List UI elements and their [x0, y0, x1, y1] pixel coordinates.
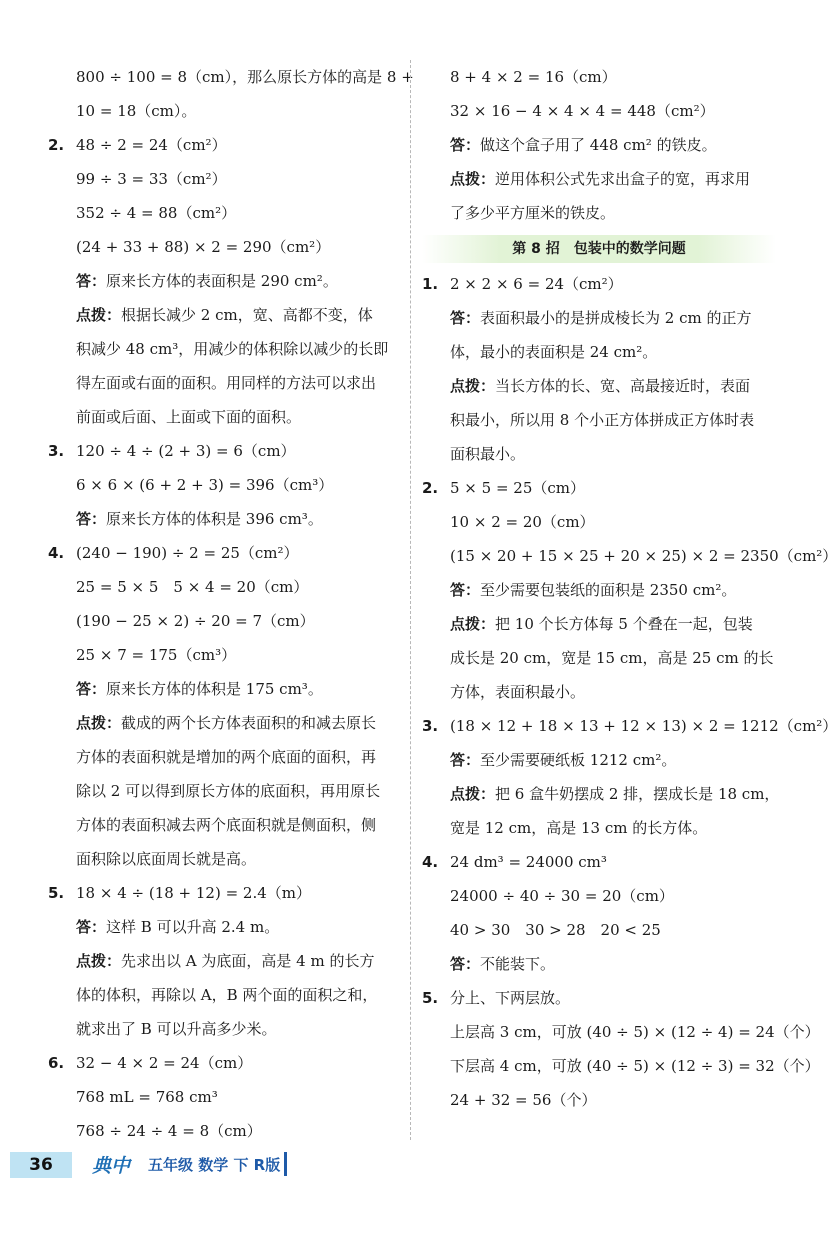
- page-number: 36: [10, 1152, 72, 1178]
- label-keyword: 点拨：: [450, 785, 496, 803]
- question-number: 6.: [48, 1054, 65, 1072]
- line-text: 把 6 盒牛奶摆成 2 排，摆成长是 18 cm，: [495, 785, 780, 803]
- line-text: 了多少平方厘米的铁皮。: [450, 204, 616, 222]
- line-text: 原来长方体的体积是 175 cm³。: [106, 680, 323, 698]
- text-line: [48, 638, 396, 672]
- line-text: 做这个盒子用了 448 cm² 的铁皮。: [480, 136, 717, 154]
- hint-line: [48, 706, 396, 740]
- text-line: [422, 641, 776, 675]
- line-text: 原来长方体的体积是 396 cm³。: [106, 510, 323, 528]
- text-line: [422, 1015, 820, 1049]
- text-line: [422, 267, 776, 301]
- line-text: 分上、下两层放。: [450, 989, 571, 1007]
- text-line: [48, 60, 414, 94]
- line-text: 得左面或右面的面积。用同样的方法可以求出: [76, 374, 377, 392]
- line-text: 48 ÷ 2 = 24（cm²）: [76, 136, 227, 154]
- line-text: 768 ÷ 24 ÷ 4 = 8（cm）: [76, 1122, 262, 1140]
- line-text: 下层高 4 cm，可放 (40 ÷ 5) × (12 ÷ 3) = 32（个）: [450, 1057, 820, 1075]
- line-text: 768 mL = 768 cm³: [76, 1088, 218, 1106]
- line-text: 32 × 16 − 4 × 4 × 4 = 448（cm²）: [450, 102, 715, 120]
- question-number: 4.: [422, 853, 439, 871]
- line-text: 面积除以底面周长就是高。: [76, 850, 257, 868]
- text-line: [48, 570, 396, 604]
- answer-line: [422, 573, 776, 607]
- text-line: [422, 913, 776, 947]
- label-keyword: 答：: [76, 272, 107, 290]
- text-line: [422, 437, 776, 471]
- line-text: 24 + 32 = 56（个）: [450, 1091, 597, 1109]
- text-line: [422, 471, 776, 505]
- text-line: [48, 1012, 396, 1046]
- text-line: [48, 1114, 396, 1148]
- text-line: [48, 400, 396, 434]
- text-line: [48, 876, 396, 910]
- line-text: 体的体积，再除以 A，B 两个面的面积之和，: [76, 986, 378, 1004]
- line-text: 2 × 2 × 6 = 24（cm²）: [450, 275, 623, 293]
- column-divider: [410, 60, 411, 1140]
- line-text: 体，最小的表面积是 24 cm²。: [450, 343, 658, 361]
- question-number: 5.: [422, 989, 439, 1007]
- line-text: 面积最小。: [450, 445, 526, 463]
- hint-line: [48, 298, 396, 332]
- text-line: [48, 774, 396, 808]
- line-text: 40 > 30 30 > 28 20 < 25: [450, 921, 661, 939]
- line-text: 方体，表面积最小。: [450, 683, 586, 701]
- line-text: 32 − 4 × 2 = 24（cm）: [76, 1054, 253, 1072]
- line-text: 把 10 个长方体每 5 个叠在一起，包装: [495, 615, 753, 633]
- label-keyword: 点拨：: [450, 170, 496, 188]
- right-top-block: [422, 60, 776, 230]
- question-number: 4.: [48, 544, 65, 562]
- label-keyword: 点拨：: [450, 377, 496, 395]
- question-number: 3.: [422, 717, 439, 735]
- line-text: 前面或后面、上面或下面的面积。: [76, 408, 302, 426]
- line-text: 逆用体积公式先求出盒子的宽，再求用: [495, 170, 751, 188]
- line-text: 24000 ÷ 40 ÷ 30 = 20（cm）: [450, 887, 674, 905]
- line-text: 不能装下。: [480, 955, 556, 973]
- label-keyword: 点拨：: [450, 615, 496, 633]
- label-keyword: 答：: [76, 510, 107, 528]
- label-keyword: 点拨：: [76, 306, 122, 324]
- text-line: [48, 128, 396, 162]
- hint-line: [422, 369, 776, 403]
- left-column: [48, 60, 414, 1148]
- hint-line: [422, 607, 776, 641]
- footer-bar: [284, 1152, 287, 1176]
- right-column: [422, 60, 837, 1117]
- label-keyword: 答：: [450, 581, 481, 599]
- line-text: 10 × 2 = 20（cm）: [450, 513, 595, 531]
- answer-line: [48, 672, 396, 706]
- line-text: 至少需要硬纸板 1212 cm²。: [480, 751, 677, 769]
- text-line: [48, 468, 396, 502]
- hint-line: [422, 777, 780, 811]
- line-text: 8 + 4 × 2 = 16（cm）: [450, 68, 617, 86]
- text-line: [48, 230, 396, 264]
- question-number: 5.: [48, 884, 65, 902]
- text-line: [422, 94, 776, 128]
- text-line: [422, 845, 776, 879]
- text-line: [422, 879, 776, 913]
- line-text: 当长方体的长、宽、高最接近时，表面: [495, 377, 751, 395]
- text-line: [48, 366, 396, 400]
- text-line: [48, 434, 396, 468]
- text-line: [48, 332, 396, 366]
- answer-line: [422, 947, 776, 981]
- text-line: [422, 1049, 820, 1083]
- label-keyword: 答：: [450, 751, 481, 769]
- text-line: [422, 196, 776, 230]
- text-line: [422, 1083, 776, 1117]
- label-keyword: 答：: [450, 955, 481, 973]
- line-text: 25 × 7 = 175（cm³）: [76, 646, 237, 664]
- answer-line: [48, 264, 396, 298]
- text-line: [422, 709, 837, 743]
- line-text: 99 ÷ 3 = 33（cm²）: [76, 170, 227, 188]
- line-text: 方体的表面积就是增加的两个底面的面积，再: [76, 748, 377, 766]
- book-title: 五年级 数学 下 R版: [148, 1156, 281, 1174]
- label-keyword: 点拨：: [76, 714, 122, 732]
- text-line: [48, 536, 396, 570]
- section-title: 第 8 招 包装中的数学问题: [422, 235, 776, 263]
- text-line: [422, 403, 776, 437]
- line-text: 成长是 20 cm，宽是 15 cm，高是 25 cm 的长: [450, 649, 774, 667]
- label-keyword: 答：: [76, 680, 107, 698]
- line-text: 截成的两个长方体表面积的和减去原长: [121, 714, 377, 732]
- answer-line: [422, 743, 776, 777]
- line-text: 积最小，所以用 8 个小正方体拼成正方体时表: [450, 411, 755, 429]
- line-text: 宽是 12 cm，高是 13 cm 的长方体。: [450, 819, 708, 837]
- label-keyword: 答：: [450, 309, 481, 327]
- line-text: 除以 2 可以得到原长方体的底面积，再用原长: [76, 782, 381, 800]
- line-text: 24 dm³ = 24000 cm³: [450, 853, 607, 871]
- line-text: 就求出了 B 可以升高多少米。: [76, 1020, 277, 1038]
- text-line: [422, 505, 776, 539]
- line-text: 方体的表面积减去两个底面积就是侧面积，侧: [76, 816, 377, 834]
- answer-line: [48, 502, 396, 536]
- question-number: 1.: [422, 275, 439, 293]
- hint-line: [48, 944, 396, 978]
- text-line: [48, 842, 396, 876]
- line-text: (190 − 25 × 2) ÷ 20 = 7（cm）: [76, 612, 315, 630]
- answer-line: [48, 910, 396, 944]
- line-text: 先求出以 A 为底面，高是 4 m 的长方: [121, 952, 375, 970]
- line-text: 10 = 18（cm）。: [76, 102, 197, 120]
- text-line: [48, 740, 396, 774]
- line-text: (24 + 33 + 88) × 2 = 290（cm²）: [76, 238, 331, 256]
- label-keyword: 答：: [450, 136, 481, 154]
- line-text: 积减少 48 cm³，用减少的体积除以减少的长即: [76, 340, 389, 358]
- text-line: [422, 539, 837, 573]
- text-line: [48, 162, 396, 196]
- line-text: 120 ÷ 4 ÷ (2 + 3) = 6（cm）: [76, 442, 296, 460]
- text-line: [48, 1080, 396, 1114]
- line-text: (18 × 12 + 18 × 13 + 12 × 13) × 2 = 1212（cm²）: [450, 717, 837, 735]
- line-text: 表面积最小的是拼成棱长为 2 cm 的正方: [480, 309, 752, 327]
- line-text: 原来长方体的表面积是 290 cm²。: [106, 272, 338, 290]
- text-line: [48, 94, 396, 128]
- page-footer: [0, 1148, 800, 1184]
- hint-line: [422, 162, 776, 196]
- line-text: 25 = 5 × 5 5 × 4 = 20（cm）: [76, 578, 309, 596]
- line-text: 上层高 3 cm，可放 (40 ÷ 5) × (12 ÷ 4) = 24（个）: [450, 1023, 820, 1041]
- label-keyword: 答：: [76, 918, 107, 936]
- brand-logo: 典中: [92, 1155, 131, 1177]
- text-line: [422, 675, 776, 709]
- line-text: 6 × 6 × (6 + 2 + 3) = 396（cm³）: [76, 476, 334, 494]
- line-text: 352 ÷ 4 = 88（cm²）: [76, 204, 237, 222]
- question-number: 2.: [48, 136, 65, 154]
- text-line: [422, 811, 776, 845]
- line-text: 5 × 5 = 25（cm）: [450, 479, 586, 497]
- line-text: 根据长减少 2 cm，宽、高都不变，体: [121, 306, 373, 324]
- text-line: [48, 604, 396, 638]
- text-line: [48, 808, 396, 842]
- text-line: [422, 60, 776, 94]
- right-bottom-block: [422, 267, 837, 1117]
- question-number: 2.: [422, 479, 439, 497]
- line-text: 18 × 4 ÷ (18 + 12) = 2.4（m）: [76, 884, 312, 902]
- line-text: 800 ÷ 100 = 8（cm），那么原长方体的高是 8 +: [76, 68, 414, 86]
- text-line: [48, 978, 396, 1012]
- line-text: 这样 B 可以升高 2.4 m。: [106, 918, 280, 936]
- question-number: 3.: [48, 442, 65, 460]
- label-keyword: 点拨：: [76, 952, 122, 970]
- answer-line: [422, 301, 776, 335]
- line-text: (15 × 20 + 15 × 25 + 20 × 25) × 2 = 2350（cm²）: [450, 547, 837, 565]
- text-line: [48, 196, 396, 230]
- line-text: (240 − 190) ÷ 2 = 25（cm²）: [76, 544, 299, 562]
- text-line: [422, 335, 776, 369]
- text-line: [422, 981, 776, 1015]
- answer-line: [422, 128, 776, 162]
- text-line: [48, 1046, 396, 1080]
- line-text: 至少需要包装纸的面积是 2350 cm²。: [480, 581, 737, 599]
